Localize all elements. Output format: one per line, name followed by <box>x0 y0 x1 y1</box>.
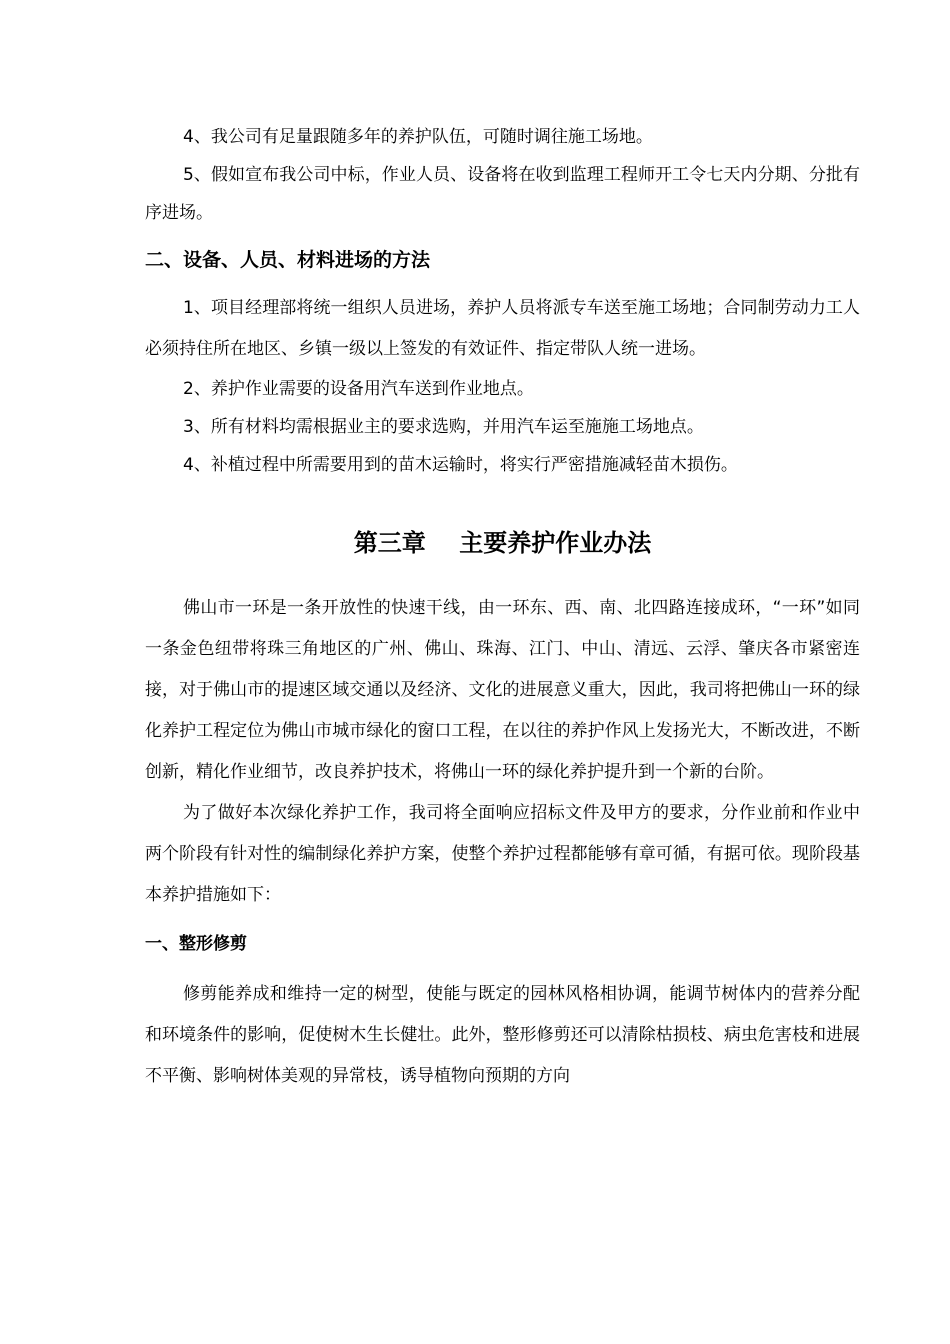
chapter-heading: 第三章 主要养护作业办法 <box>353 529 652 557</box>
list-item-4: 4、我公司有足量跟随多年的养护队伍，可随时调往施工场地。 <box>183 127 653 147</box>
list-item-1: 1、项目经理部将统一组织人员进场，养护人员将派专车送至施工场地；合同制劳动力工人必须持住所在地区、乡镇一级以上签发的有效证件、指定带队人统一进场。 <box>145 298 860 359</box>
list-item-3: 3、所有材料均需根据业主的要求选购，并用汽车运至施施工场地点。 <box>183 417 704 437</box>
list-item-2: 2、养护作业需要的设备用汽车送到作业地点。 <box>183 379 534 399</box>
document-body <box>145 118 860 1097</box>
subsection-heading-pruning: 一、整形修剪 <box>145 934 247 954</box>
chapter-intro-paragraph: 佛山市一环是一条开放性的快速干线，由一环东、西、南、北四路连接成环，“一环”如同一条金色纽带将珠三角地区的广州、佛山、珠海、江门、中山、清远、云浮、肇庆各市紧密连接，对于佛山市的提速区域交通以及经济、文化的进展意义重大，因此，我司将把佛山一环的绿化养护工程定位为佛山市城市绿化的窗口工程，在以往的养护作风上发扬光大，不断改进，不断创新，精化作业细节，改良养护技术，将佛山一环的绿化养护提升到一个新的台阶。 <box>145 598 860 782</box>
chapter-plan-paragraph: 为了做好本次绿化养护工作，我司将全面响应招标文件及甲方的要求，分作业前和作业中两个阶段有针对性的编制绿化养护方案，使整个养护过程都能够有章可循，有据可依。现阶段基本养护措施如下： <box>145 803 860 905</box>
list-item-5: 5、假如宣布我公司中标，作业人员、设备将在收到监理工程师开工令七天内分期、分批有序进场。 <box>145 165 860 223</box>
pruning-paragraph: 修剪能养成和维持一定的树型，使能与既定的园林风格相协调，能调节树体内的营养分配和环境条件的影响，促使树木生长健壮。此外，整形修剪还可以清除枯损枝、病虫危害枝和进展不平衡、影响树体美观的异常枝，诱导植物向预期的方向 <box>145 984 860 1086</box>
list-item-4-transport: 4、补植过程中所需要用到的苗木运输时，将实行严密措施减轻苗木损伤。 <box>183 455 738 475</box>
section-heading-equipment: 二、设备、人员、材料进场的方法 <box>145 249 431 271</box>
